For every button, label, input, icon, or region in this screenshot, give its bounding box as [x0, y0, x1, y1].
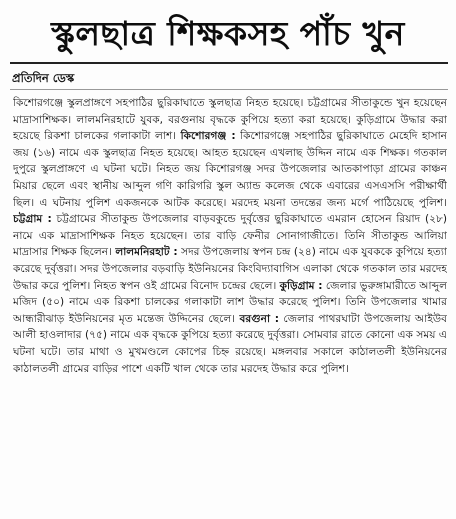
- kishoreganj-text: কিশোরগঞ্জে সহপাঠির ছুরিকাঘাতে মেহেদি হাসান জয় (১৬) নামে এক স্কুলছাত্র নিহত হয়েছে। আহত হয়েছেন এখলাছ উদ্দিন নামে এক শিক্ষক। গতকাল দুপুরে স্কুলপ্রাঙ্গণে এ ঘটনা ঘটে। নিহত জয় কিশোরগঞ্জ সদর উপজেলার আতকাপাড়া গ্রামের কাঞ্চন মিয়ার ছেলে এবং স্থানীয় আব্দুল গণি কারিগরি স্কুল অ্যান্ড কলেজ থেকে এবারের এসএসসি পরীক্ষার্থী ছিল। এ ঘটনায় পুলিশ একজনকে আটক করেছে। মরদেহ ময়না তদন্তের জন্য মর্গে পাঠিয়েছে পুলিশ।: [13, 130, 447, 209]
- dateline-chattogram: চট্টগ্রাম :: [13, 213, 52, 226]
- byline-rule: [10, 62, 448, 90]
- dateline-kurigram: কুড়িগ্রাম :: [279, 279, 323, 292]
- dateline-kishoreganj: কিশোরগঞ্জ :: [180, 130, 236, 143]
- barguna-text: জেলার পাথরঘাটা উপজেলায় আইউব আলী হাওলাদার (৭৫) নামে এক বৃদ্ধকে কুপিয়ে হত্যা করেছে দুর্বৃত্তরা। সোমবার রাতে কোনো এক সময় এ ঘটনা ঘটে। তার মাথা ও মুখমণ্ডলে কোপের চিহ্ন রয়েছে। মঙ্গলবার সকালে কাঠালতলী ইউনিয়নের কাঠালতলী গ্রামের বাড়ির পাশে একটি খাল থেকে তার মরদেহ উদ্ধার করে পুলিশ।: [13, 312, 447, 375]
- headline: স্কুলছাত্র শিক্ষকসহ পাঁচ খুন: [51, 13, 405, 53]
- article-body: [13, 95, 447, 515]
- lead-text: কিশোরগঞ্জে স্কুলপ্রাঙ্গণে সহপাঠির ছুরিকাঘাতে স্কুলছাত্র নিহত হয়েছে। চট্টগ্রামের সীতাকুন্ডে খুন হয়েছেন মাদ্রাসাশিক্ষক। লালমনিরহাটে যুবক, বরগুনায় বৃদ্ধকে কুপিয়ে হত্যা করা হয়েছে। কুড়িগ্রামে উদ্ধার করা হয়েছে রিকশা চালকের গলাকাটা লাশ।: [13, 97, 447, 143]
- lalmonirhat-text: সদর উপজেলায় স্বপন চন্দ্র (২৪) নামে এক যুবককে কুপিয়ে হত্যা করেছে দুর্বৃত্তরা। সদর উপজেলার বড়বাড়ি ইউনিয়নের কিংবিদ্যাবাগিস এলাকা থেকে গতকাল তার মরদেহ উদ্ধার করে পুলিশ। নিহত স্বপন ওই গ্রামের বিনোদ চন্দ্রের ছেলে।: [13, 246, 447, 292]
- dateline-barguna: বরগুনা :: [239, 312, 279, 325]
- kurigram-text: জেলার ভুরুঙ্গামারীতে আব্দুল মজিদ (৫০) নামে এক রিকশা চালকের গলাকাটা লাশ উদ্ধার করেছে পুলিশ। তিনি উপজেলার খামার আন্ধারীঝাড় ইউনিয়নের মৃত মন্তেজ উদ্দিনের ছেলে।: [13, 279, 447, 325]
- byline: প্রতিদিন ডেস্ক: [12, 71, 75, 85]
- chattogram-text: চট্টগ্রামের সীতাকুন্ড উপজেলার বাড়বকুন্ডে দুর্বৃত্তের ছুরিকাঘাতে এমরান হোসেন রিয়াদ (২৮) নামে এক মাদ্রাসাশিক্ষক নিহত হয়েছেন। তার বাড়ি ফেনীর সোনাগাজীতে। তিনি সীতাকুন্ড আলিয়া মাদ্রাসার শিক্ষক ছিলেন।: [13, 213, 447, 259]
- dateline-lalmonirhat: লালমনিরহাট :: [115, 246, 178, 259]
